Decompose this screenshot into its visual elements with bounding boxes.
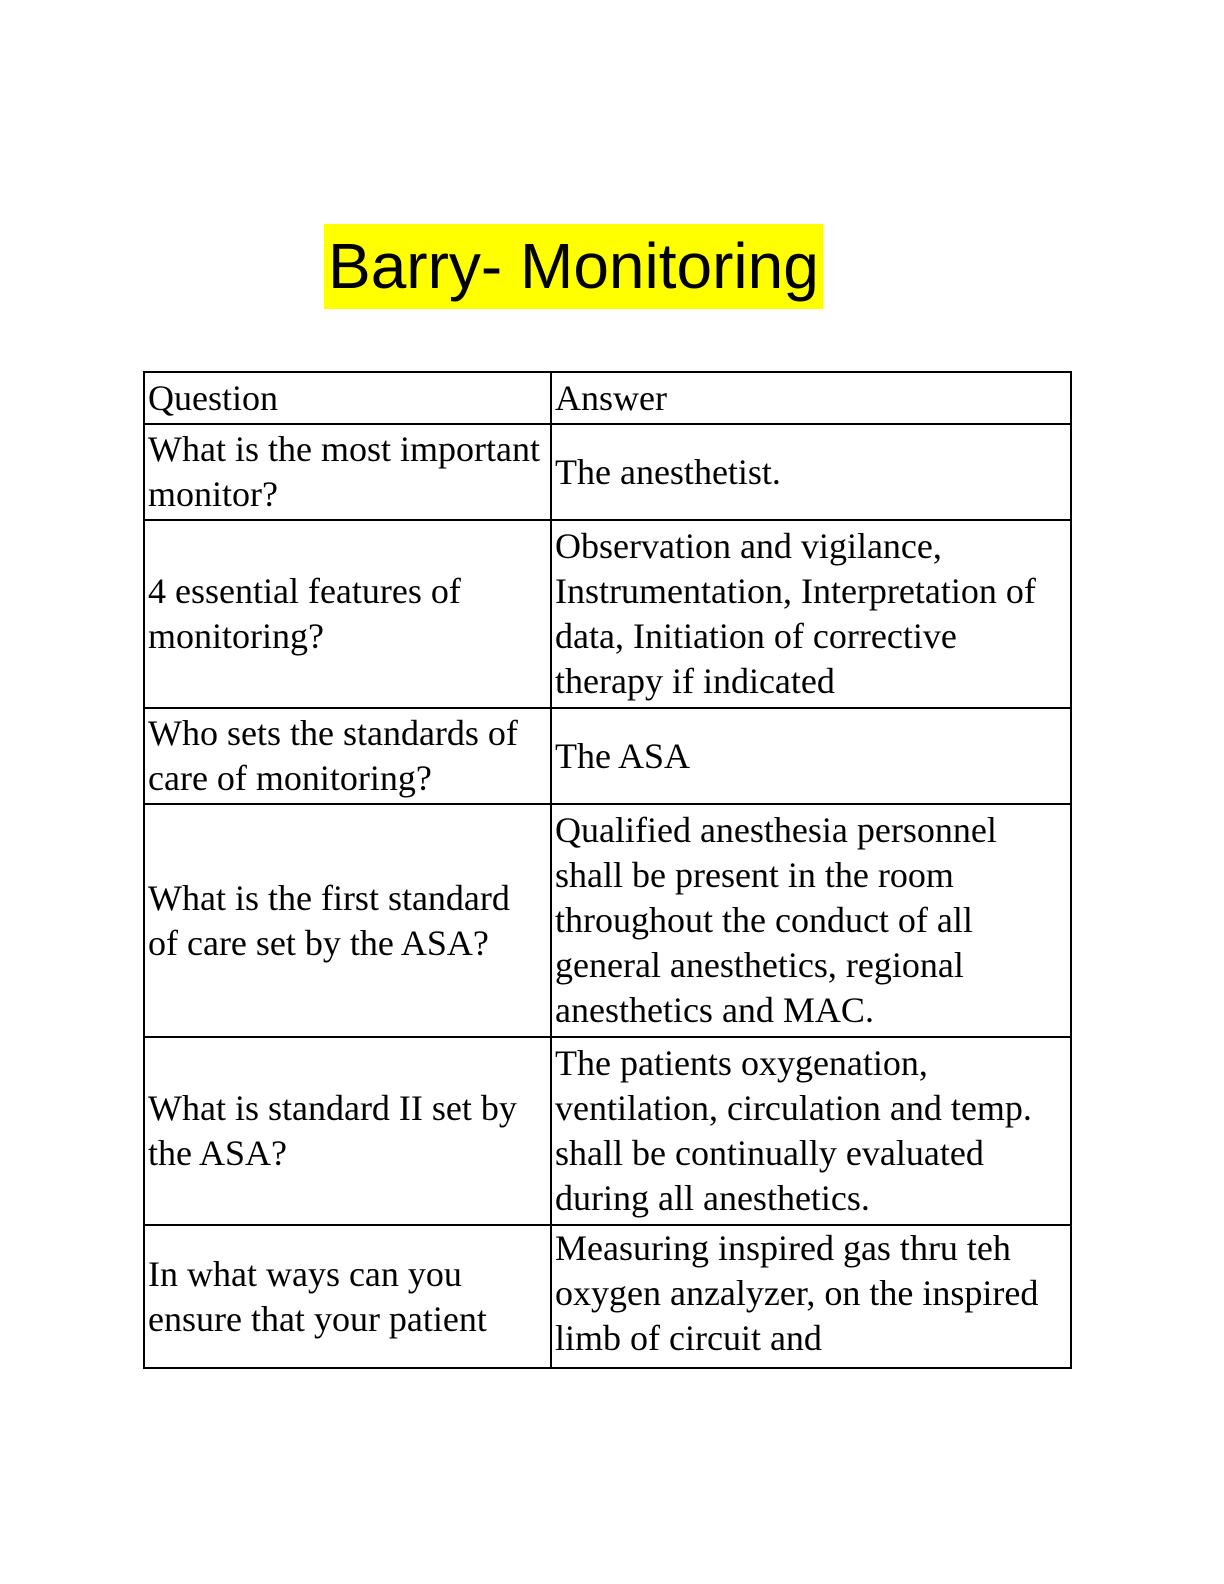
answer-cell: The ASA <box>551 708 1071 804</box>
question-cell: What is the first standard of care set by the ASA? <box>144 804 551 1037</box>
answer-cell: Measuring inspired gas thru teh oxygen anzalyzer, on the inspired limb of circuit and <box>551 1225 1071 1368</box>
answer-column-header: Answer <box>551 372 1071 424</box>
answer-cell: The patients oxygenation, ventilation, circulation and temp. shall be continually evaluated during all anesthetics. <box>551 1037 1071 1225</box>
answer-cell: Qualified anesthesia personnel shall be present in the room throughout the conduct of all general anesthetics, regional anesthetics and MAC. <box>551 804 1071 1037</box>
table-row <box>144 1225 1071 1368</box>
table-row <box>144 424 1071 520</box>
document-title: Barry- Monitoring <box>324 224 823 309</box>
question-cell: 4 essential features of monitoring? <box>144 520 551 708</box>
question-column-header: Question <box>144 372 551 424</box>
question-cell: In what ways can you ensure that your patient <box>144 1225 551 1368</box>
question-cell: Who sets the standards of care of monitoring? <box>144 708 551 804</box>
answer-cell: Observation and vigilance, Instrumentation, Interpretation of data, Initiation of corrective therapy if indicated <box>551 520 1071 708</box>
table-row <box>144 804 1071 1037</box>
table-row <box>144 1037 1071 1225</box>
qa-table <box>143 371 1072 1369</box>
question-cell: What is standard II set by the ASA? <box>144 1037 551 1225</box>
answer-cell: The anesthetist. <box>551 424 1071 520</box>
table-row <box>144 708 1071 804</box>
table-header-row <box>144 372 1071 424</box>
question-cell: What is the most important monitor? <box>144 424 551 520</box>
table-row <box>144 520 1071 708</box>
